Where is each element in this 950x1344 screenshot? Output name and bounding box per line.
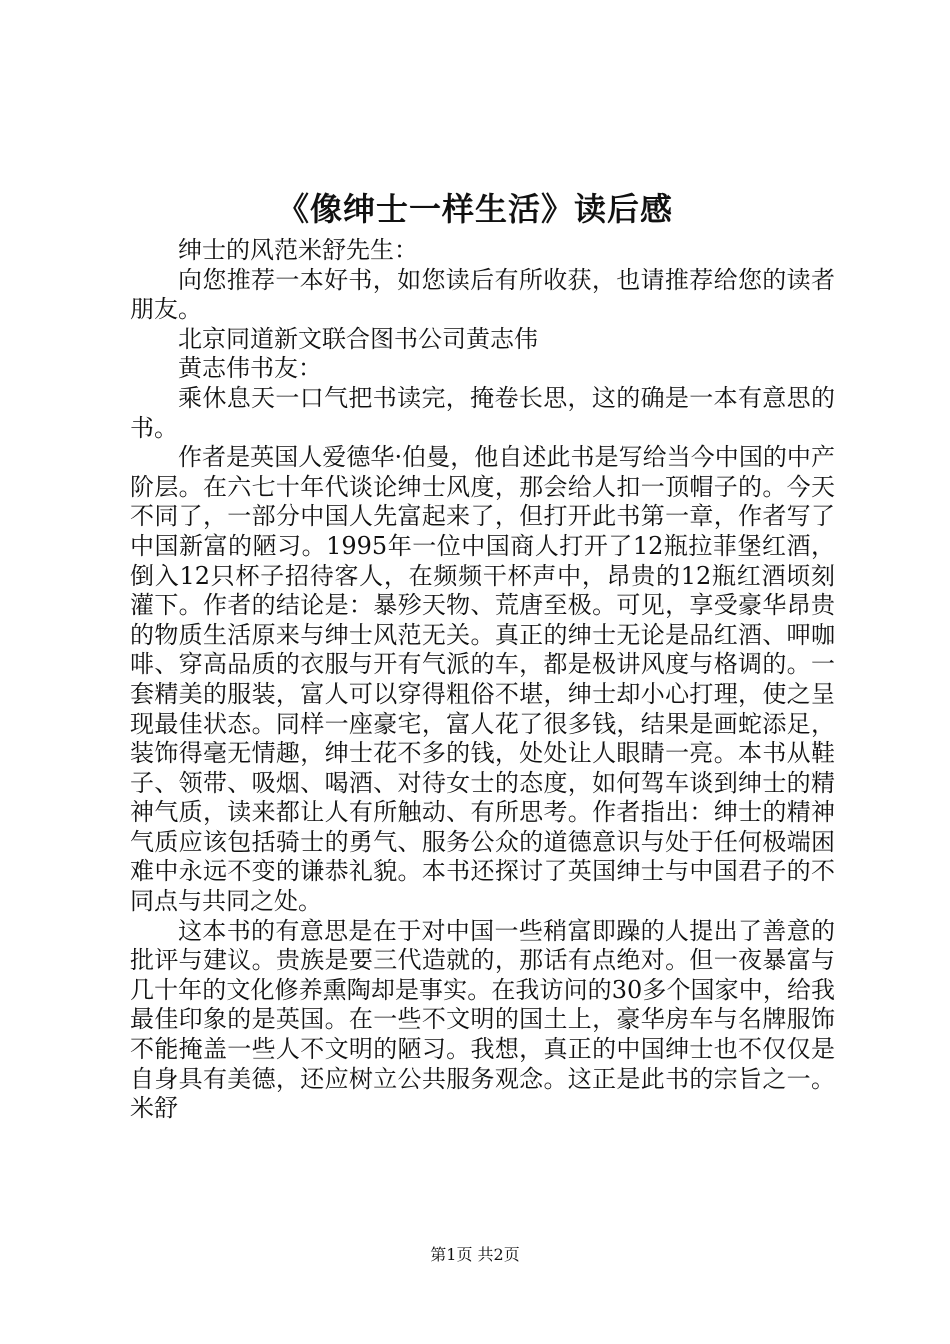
paragraph-reply-salutation: 黄志伟书友： (178, 354, 322, 383)
paragraph-conclusion: 这本书的有意思是在于对中国一些稍富即躁的人提出了善意的批评与建议。贵族是要三代造就的，那话有点绝对。但一夜暴富与几十年的文化修养熏陶却是事实。在我访问的30多个国家中，给我最佳印象的是英国。在一些不文明的国土上，豪华房车与名牌服饰不能掩盖一些人不文明的陋习。我想，真正的中国绅士也不仅仅是自身具有美德，还应树立公共服务观念。这正是此书的宗旨之一。米舒 (130, 916, 835, 1123)
document-title: 《像绅士一样生活》读后感 (276, 190, 673, 228)
paragraph-signature: 北京同道新文联合图书公司黄志伟 (178, 324, 538, 353)
paragraph-main: 作者是英国人爱德华·伯曼，他自述此书是写给当今中国的中产阶层。在六七十年代谈论绅士风度，那会给人扣一顶帽子的。今天不同了，一部分中国人先富起来了，但打开此书第一章，作者写了中国新富的陋习。1995年一位中国商人打开了12瓶拉菲堡红酒，倒入12只杯子招待客人，在频频干杯声中，昂贵的12瓶红酒顷刻灌下。作者的结论是：暴殄天物、荒唐至极。可见，享受豪华昂贵的物质生活原来与绅士风范无关。真正的绅士无论是品红酒、呷咖啡、穿高品质的衣服与开有气派的车，都是极讲风度与格调的。一套精美的服装，富人可以穿得粗俗不堪，绅士却小心打理，使之呈现最佳状态。同样一座豪宅，富人花了很多钱，结果是画蛇添足，装饰得毫无情趣，绅士花不多的钱，处处让人眼睛一亮。本书从鞋子、领带、吸烟、喝酒、对待女士的态度，如何驾车谈到绅士的精神气质，读来都让人有所触动、有所思考。作者指出：绅士的精神气质应该包括骑士的勇气、服务公众的道德意识与处于任何极端困难中永远不变的谦恭礼貌。本书还探讨了英国绅士与中国君子的不同点与共同之处。 (130, 443, 835, 916)
page-footer: 第1页 共2页 (430, 1245, 520, 1264)
document-body (130, 236, 835, 1124)
paragraph-intro: 乘休息天一口气把书读完，掩卷长思，这的确是一本有意思的书。 (130, 383, 835, 442)
paragraph-recommendation: 向您推荐一本好书，如您读后有所收获，也请推荐给您的读者朋友。 (130, 265, 835, 324)
paragraph-salutation: 绅士的风范米舒先生： (178, 236, 418, 264)
